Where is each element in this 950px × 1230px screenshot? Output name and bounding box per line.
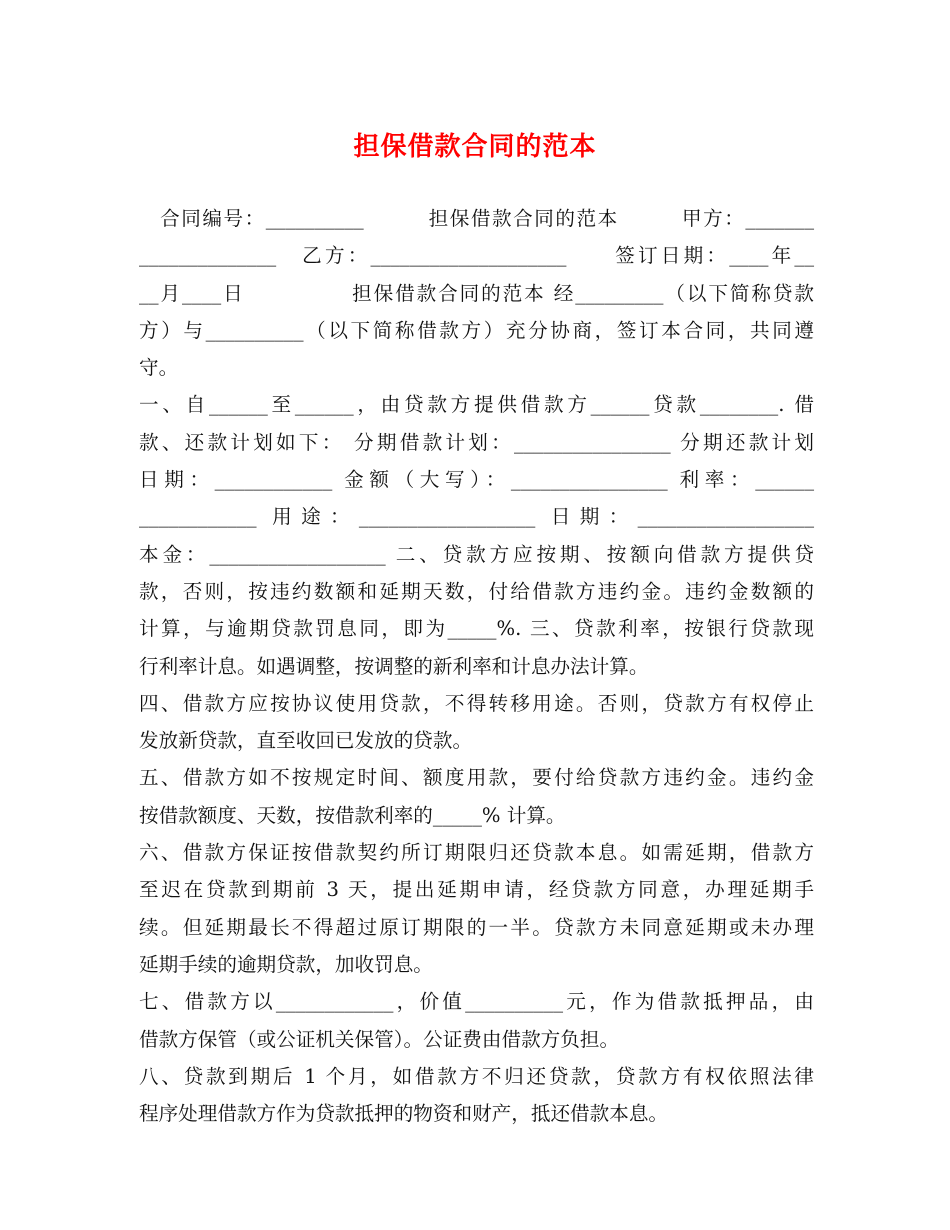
text-line: 一、自______至______，由贷款方提供借款方______贷款________. 借: [139, 393, 814, 417]
text-line: 合同编号：__________ 担保借款合同的范本 甲方：_______: [139, 207, 814, 230]
text-line: 借款方保管（或公证机关保管）。公证费由借款方负担。: [139, 1027, 620, 1051]
text-line: 行利率计息。如遇调整，按调整的新利率和计息办法计算。: [139, 654, 649, 678]
text-line: 五、借款方如不按规定时间、额度用款，要付给贷款方违约金。违约金: [139, 766, 814, 790]
document-body: [139, 200, 814, 1132]
text-line: 本金：__________________ 二、贷款方应按期、按额向借款方提供贷: [139, 542, 814, 566]
document-title: 担保借款合同的范本: [353, 132, 597, 162]
text-line: 款，否则，按违约数额和延期天数，付给借款方违约金。违约金数额的: [139, 579, 814, 603]
text-line: 按借款额度、天数，按借款利率的_____% 计算。: [139, 803, 566, 827]
text-line: __月____日 担保借款合同的范本 经_________（以下简称贷款: [139, 281, 814, 305]
text-line: 四、借款方应按协议使用贷款，不得转移用途。否则，贷款方有权停止: [139, 691, 814, 715]
text-line: ______________ 乙方：____________________ 签订日期：____年__: [139, 244, 814, 268]
text-line: ____________ 用途：__________________ 日期：__________________: [139, 505, 814, 529]
text-line: 六、借款方保证按借款契约所订期限归还贷款本息。如需延期，借款方: [139, 841, 814, 865]
text-line: 延期手续的逾期贷款，加收罚息。: [139, 952, 433, 976]
text-line: 程序处理借款方作为贷款抵押的物资和财产，抵还借款本息。: [139, 1102, 669, 1126]
text-line: 七、借款方以____________，价值__________元，作为借款抵押品，由: [139, 990, 814, 1014]
text-line: 计算，与逾期贷款罚息同，即为_____%. 三、贷款利率，按银行贷款现: [139, 617, 814, 641]
text-line: 守。: [139, 356, 179, 380]
text-line: 款、还款计划如下： 分期借款计划：________________ 分期还款计划: [139, 430, 814, 454]
text-line: 方）与__________（以下简称借款方）充分协商，签订本合同，共同遵: [139, 318, 814, 342]
text-line: 至迟在贷款到期前 3 天，提出延期申请，经贷款方同意，办理延期手: [139, 878, 814, 902]
text-line: 续。但延期最长不得超过原订期限的一半。贷款方未同意延期或未办理: [139, 915, 814, 939]
text-line: 八、贷款到期后 1 个月，如借款方不归还贷款，贷款方有权依照法律: [139, 1064, 814, 1088]
text-line: 发放新贷款，直至收回已发放的贷款。: [139, 729, 473, 753]
text-line: 日期：____________ 金额（大写）：________________ 利率：______: [139, 468, 814, 492]
